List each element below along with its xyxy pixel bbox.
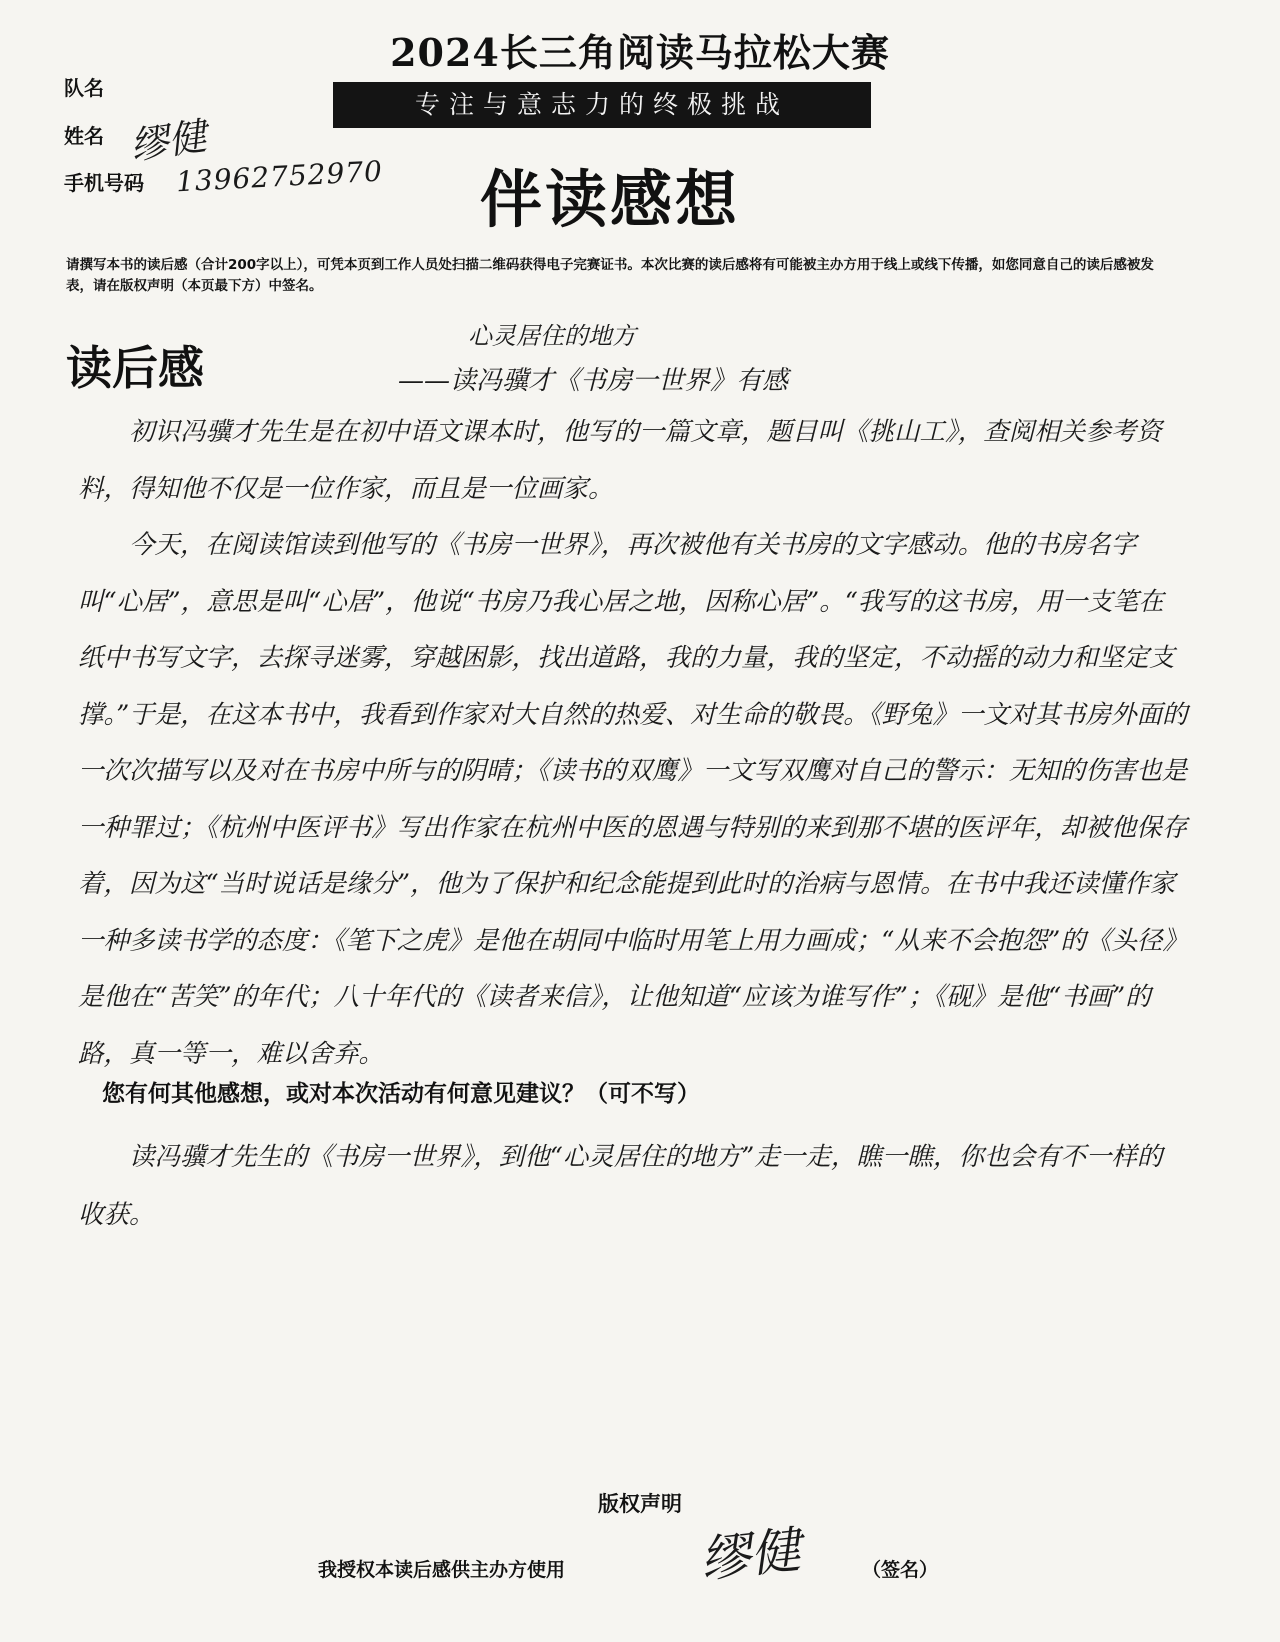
signature: 缪健 bbox=[697, 1520, 804, 1590]
copyright-heading: 版权声明 bbox=[598, 1492, 682, 1516]
essay-paragraph: 今天，在阅读馆读到他写的《书房一世界》，再次被他有关书房的文字感动。他的书房名字叫“心居”，意思是叫“心居”，他说“书房乃我心居之地，因称心居”。“我写的这书房，用一支笔在纸中书写文字，去探寻迷雾，穿越困影，找出道路，我的力量，我的坚定，不动摇的动力和坚定支撑。”于是，在这本书中，我看到作家对大自然的热爱、对生命的敬畏。《野兔》一文对其书房外面的一次次描写以及对在书房中所与的阴晴；《读书的双鹰》一文写双鹰对自己的警示：无知的伤害也是一种罪过；《杭州中医评书》写出作家在杭州中医的恩遇与特别的来到那不堪的医评年，却被他保存着，因为这“当时说话是缘分”，他为了保护和纪念能提到此时的治病与恩情。在书中我还读懂作家一种多读书学的态度：《笔下之虎》是他在胡同中临时用笔上用力画成；“从来不会抱怨”的《头径》是他在“苦笑”的年代；八十年代的《读者来信》，让他知道“应该为谁写作”；《砚》是他“书画”的路，真一等一，难以舍弃。 bbox=[78, 530, 1188, 1069]
name-label: 姓名 bbox=[64, 124, 104, 148]
phone-value: 13962752970 bbox=[175, 154, 384, 199]
essay-paragraph: 初识冯骥才先生是在初中语文课本时，他写的一篇文章，题目叫《挑山工》，查阅相关参考资料，得知他不仅是一位作家，而且是一位画家。 bbox=[78, 417, 1162, 504]
team-label: 队名 bbox=[64, 76, 104, 100]
phone-label: 手机号码 bbox=[64, 171, 144, 195]
feedback-question: 您有何其他感想，或对本次活动有何意见建议？（可不写） bbox=[102, 1081, 700, 1107]
essay-title: 心灵居住的地方 bbox=[468, 322, 636, 350]
event-title: 2024长三角阅读马拉松大赛 bbox=[390, 30, 890, 75]
page-title: 伴读感想 bbox=[480, 163, 741, 236]
authorize-text: 我授权本读后感供主办方使用 bbox=[318, 1559, 566, 1581]
essay-subtitle: ——读冯骥才《书房一世界》有感 bbox=[398, 366, 789, 396]
name-value: 缪健 bbox=[127, 113, 210, 169]
slogan-banner: 专注与意志力的终极挑战 bbox=[333, 82, 871, 128]
section-label: 读后感 bbox=[66, 341, 204, 395]
essay-body bbox=[78, 404, 1188, 1082]
instructions: 请撰写本书的读后感（合计200字以上），可凭本页到工作人员处扫描二维码获得电子完赛证书。本次比赛的读后感将有可能被主办方用于线上或线下传播，如您同意自己的读后感被发表，请在版权声明（本页最下方）中签名。 bbox=[66, 257, 1154, 294]
sign-note: （签名） bbox=[862, 1559, 939, 1581]
feedback-answer: 读冯骥才先生的《书房一世界》，到他“心灵居住的地方”走一走，瞧一瞧，你也会有不一样的收获。 bbox=[78, 1142, 1163, 1230]
